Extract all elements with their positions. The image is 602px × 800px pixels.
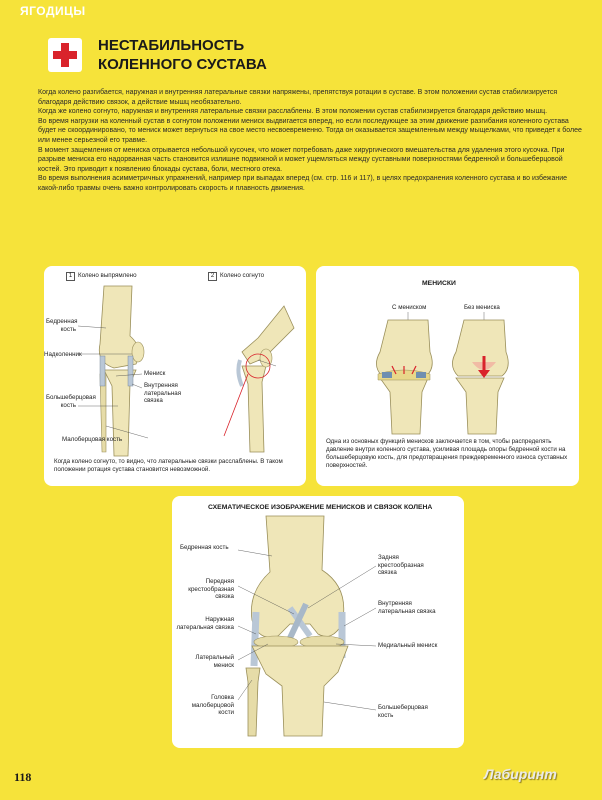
fibula-head-label: Головка малоберцовой кости <box>191 694 234 716</box>
step-1-number: 1 <box>66 272 75 281</box>
knee-schematic-panel <box>172 496 464 748</box>
paragraph: Когда же колено согнуто, наружная и внутренняя латеральные связки расслаблены. В этом положении сустав стабилизируется благодаря действию мышц. <box>38 108 548 116</box>
without-meniscus-label: Без мениска <box>464 304 500 311</box>
step-1-label: 1 Колено выпрямлено <box>66 272 137 281</box>
paragraph: В момент защемления от мениска отрывается небольшой кусочек, что может потребовать даже хирургического вмешательства для удаления этого кусочка. При разрыве мениска его надорванная часть становится излишне подвижной и может ущемляться между суставными поверхностями бедренной и большеберцовой костей. Это приводит к появлению блокады сустава, боли, местного отека. <box>38 146 565 173</box>
lateral-meniscus-label: Латеральный мениск <box>195 654 234 669</box>
inner-ligament-label: Внутренняя латеральная связка <box>378 600 436 615</box>
paragraph: Когда колено разгибается, наружная и внутренняя латеральные связки напряжены, препятствуя ротации в суставе. В этом положении сустав стабилизируется благодаря действию связок, а действие мышц необязательно. <box>38 89 558 106</box>
menisci-title: МЕНИСКИ <box>422 280 456 287</box>
tibia-label: Большеберцовая кость <box>378 704 428 719</box>
menisci-caption: Одна из основных функций менисков заключается в том, чтобы распределять давление внутри коленного сустава, усиливая площадь опоры бедренной кости на большеберцовую кость, для предотвращения преждевременного износа суставных поверхностей. <box>326 438 568 469</box>
title-line-2: КОЛЕННОГО СУСТАВА <box>98 56 267 73</box>
menisci-panel <box>316 266 579 486</box>
anterior-cruciate-label: Передняя крестообразная связка <box>188 578 234 600</box>
step-2-label: 2 Колено согнуто <box>208 272 264 281</box>
inner-ligament-label: Внутренняя латеральная связка <box>144 382 182 404</box>
medial-meniscus-label: Медиальный мениск <box>378 642 438 649</box>
paragraph: Во время выполнения асимметричных упражнений, например при выпадах вперед (см. стр. 116 и 117), в целях предохранения коленного сустава и во избежание какой-либо травмы очень важно контролировать скорость и плавность движения. <box>38 175 568 192</box>
meniscus-label: Мениск <box>144 370 166 377</box>
posterior-cruciate-label: Задняя крестообразная связка <box>378 554 424 576</box>
femur-label: Бедренная кость <box>46 318 78 333</box>
page-title <box>98 36 267 74</box>
knee-flexion-panel <box>44 266 306 486</box>
publisher-logo: Лабиринт <box>484 766 557 782</box>
knee-flexion-caption: Когда колено согнуто, то видно, что латеральные связки расслаблены. В таком положении ротация сустава становится невозможной. <box>54 458 283 473</box>
title-line-1: НЕСТАБИЛЬНОСТЬ <box>98 37 245 54</box>
page-number: 118 <box>14 770 32 784</box>
paragraph: Во время нагрузки на коленный сустав в согнутом положении мениск выдвигается вперед, но если последующее за этим движение разгибания коленного сустава будет не скоординировано, то мениск может вернуться на свое место несвоевременно. Тогда он оказывается защемленным между мыщелками, что приведет к более или менее серьезной его травме. <box>38 117 582 144</box>
knee-flexion-illustration <box>44 266 306 486</box>
with-meniscus-label: С мениском <box>392 304 427 311</box>
schematic-title: СХЕМАТИЧЕСКОЕ ИЗОБРАЖЕНИЕ МЕНИСКОВ И СВЯЗОК КОЛЕНА <box>208 504 433 511</box>
patella-label: Надколенник <box>44 351 82 358</box>
outer-ligament-label: Наружная латеральная связка <box>176 616 234 631</box>
first-aid-cross-icon <box>48 38 82 72</box>
tibia-label: Большеберцовая кость <box>46 394 96 409</box>
step-2-number: 2 <box>208 272 217 281</box>
section-tab: ЯГОДИЦЫ <box>20 4 86 18</box>
femur-label: Бедренная кость <box>180 544 229 551</box>
fibula-label: Малоберцовая кость <box>62 436 123 443</box>
body-text <box>38 88 583 194</box>
